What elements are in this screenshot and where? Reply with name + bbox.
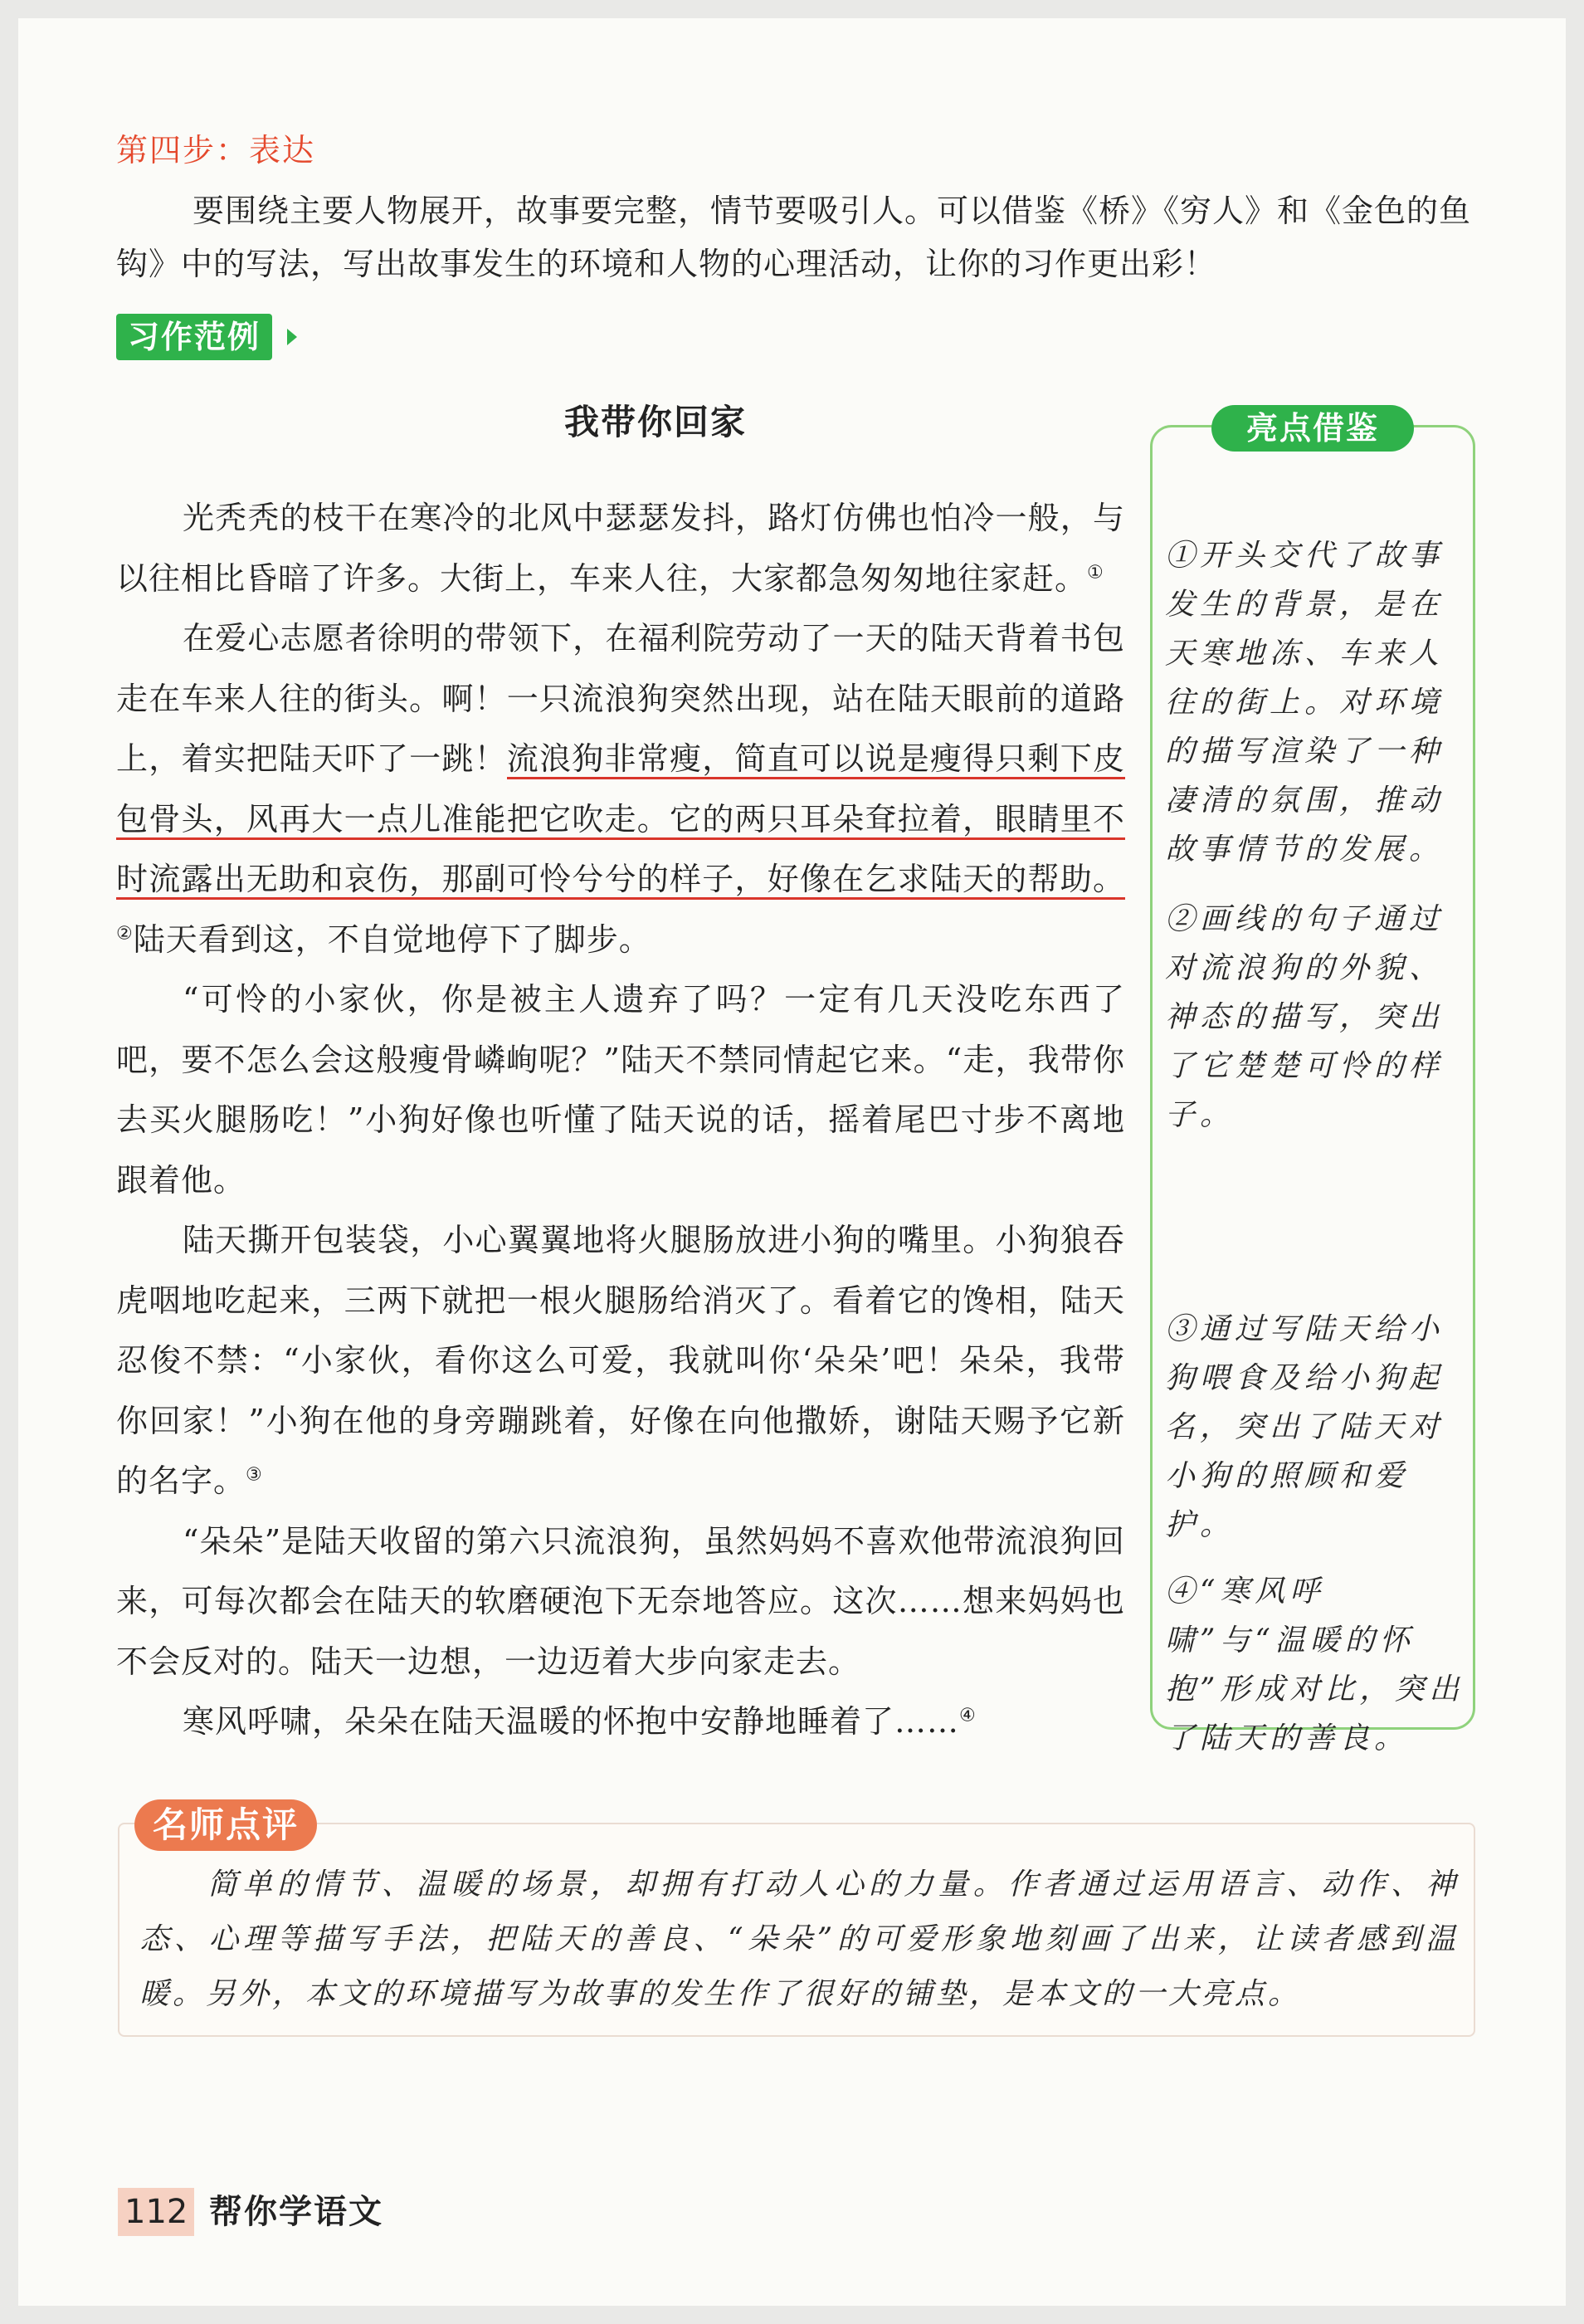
- essay-paragraph: [116, 1210, 1125, 1511]
- essay-title: 我带你回家: [563, 402, 747, 442]
- essay-text: 寒风呼啸，朵朵在陆天温暖的怀抱中安静地睡着了……: [183, 1703, 960, 1740]
- essay-paragraph: [116, 608, 1125, 969]
- note-marker: ②: [116, 922, 134, 944]
- example-section-tag: 习作范例: [116, 314, 272, 360]
- essay-body: [116, 488, 1125, 1752]
- essay-paragraph: [116, 1692, 1125, 1752]
- sidebar-note: ②画线的句子通过对流浪狗的外貌、神态的描写，突出了它楚楚可怜的样子。: [1165, 902, 1445, 1132]
- highlights-tag: 亮点借鉴: [1211, 405, 1414, 452]
- sidebar-note: ④“寒风呼啸”与“温暖的怀抱”形成对比，突出了陆天的善良。: [1165, 1575, 1465, 1755]
- review-tag: 名师点评: [134, 1799, 317, 1851]
- essay-paragraph: “朵朵”是陆天收留的第六只流浪狗，虽然妈妈不喜欢他带流浪狗回来，可每次都会在陆天的软磨硬泡下无奈地答应。这次……想来妈妈也不会反对的。陆天一边想，一边迈着大步向家走去。: [116, 1522, 1125, 1680]
- book-title: 帮你学语文: [209, 2193, 383, 2231]
- essay-paragraph: “可怜的小家伙，你是被主人遗弃了吗？一定有几天没吃东西了吧，要不怎么会这般瘦骨嶙峋呢？”陆天不禁同情起它来。“走，我带你去买火腿肠吃！”小狗好像也听懂了陆天说的话，摇着尾巴寸步不离地跟着他。: [116, 981, 1125, 1199]
- essay-text: 陆天撕开包装袋，小心翼翼地将火腿肠放进小狗的嘴里。小狗狼吞虎咽地吃起来，三两下就把一根火腿肠给消灭了。看着它的馋相，陆天忍俊不禁：“小家伙，看你这么可爱，我就叫你‘朵朵’吧！朵朵，我带你回家！”小狗在他的身旁蹦跳着，好像在向他撒娇，谢陆天赐予它新的名字。: [116, 1222, 1125, 1499]
- note-marker: ③: [246, 1464, 263, 1486]
- sidebar-note: ③通过写陆天给小狗喂食及给小狗起名，突出了陆天对小狗的照顾和爱护。: [1165, 1312, 1445, 1542]
- page-number: 112: [118, 2188, 194, 2236]
- review-text: 简单的情节、温暖的场景，却拥有打动人心的力量。作者通过运用语言、动作、神态、心理等描写手法，把陆天的善良、“朵朵”的可爱形象地刻画了出来，让读者感到温暖。另外，本文的环境描写为故事的发生作了很好的铺垫，是本文的一大亮点。: [139, 1868, 1459, 2011]
- intro-paragraph: 要围绕主要人物展开，故事要完整，情节要吸引人。可以借鉴《桥》《穷人》和《金色的鱼钩》中的写法，写出故事发生的环境和人物的心理活动，让你的习作更出彩！: [116, 193, 1472, 282]
- triangle-arrow-icon: [287, 329, 297, 345]
- essay-paragraph: [116, 488, 1125, 608]
- essay-text: 在爱心志愿者徐明的带领下，在福利院劳动了一天的陆天背着书包走在车来人往的街头。啊！一只流浪狗突然出现，站在陆天眼前的道路上，着实把陆天吓了一跳！: [116, 620, 1125, 777]
- note-marker: ①: [1087, 561, 1104, 583]
- sidebar-note: ①开头交代了故事发生的背景，是在天寒地冻、车来人往的街上。对环境的描写渲染了一种凄清的氛围，推动故事情节的发展。: [1165, 539, 1445, 867]
- underlined-sentence: 流浪狗非常瘦，简直可以说是瘦得只剩下皮包骨头，风再大一点儿准能把它吹走。它的两只耳朵耷拉着，眼睛里不时流露出无助和哀伤，那副可怜兮兮的样子，好像在乞求陆天的帮助。: [116, 740, 1125, 900]
- note-marker: ④: [959, 1705, 977, 1726]
- essay-text: 陆天看到这，不自觉地停下了脚步。: [133, 920, 651, 958]
- step-title: 第四步：表达: [116, 132, 316, 168]
- essay-text: 光秃秃的枝干在寒冷的北风中瑟瑟发抖，路灯仿佛也怕冷一般，与以往相比昏暗了许多。大街上，车来人往，大家都急匆匆地往家赶。: [116, 500, 1125, 597]
